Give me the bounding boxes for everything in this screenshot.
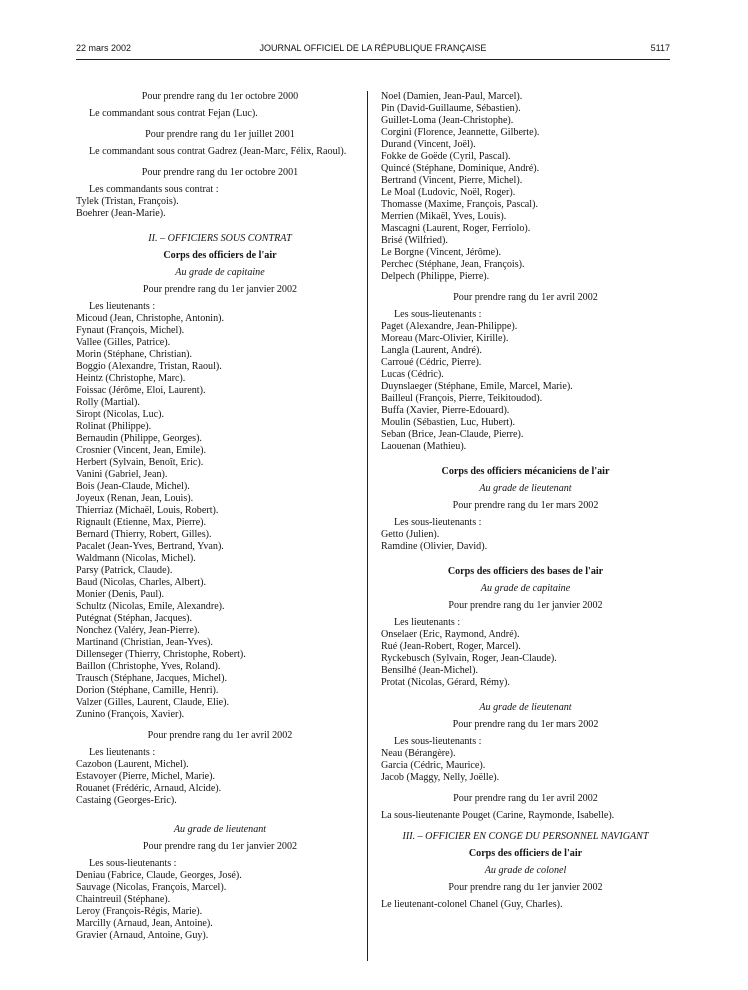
list-item: Pacalet (Jean-Yves, Bertrand, Yvan). — [76, 541, 224, 552]
corps-heading: Corps des officiers des bases de l'air — [447, 566, 604, 577]
list-item: Cazobon (Laurent, Michel). — [76, 759, 189, 770]
rank-date-heading: Pour prendre rang du 1er mars 2002 — [452, 500, 599, 511]
list-item: Dillenseger (Thierry, Christophe, Robert). — [76, 649, 246, 660]
list-item: Jacob (Maggy, Nelly, Joëlle). — [381, 772, 500, 783]
corps-heading: Corps des officiers de l'air — [163, 250, 277, 261]
page-number: 5117 — [650, 43, 670, 53]
list-intro: Les commandants sous contrat : — [89, 184, 219, 195]
name-list — [381, 321, 670, 453]
list-item: Heintz (Christophe, Marc). — [76, 373, 186, 384]
list-item: Estavoyer (Pierre, Michel, Marie). — [76, 771, 216, 782]
name-list — [381, 91, 670, 283]
list-item: Bernaudin (Philippe, Georges). — [76, 433, 202, 444]
grade-heading: Au grade de capitaine — [175, 267, 265, 278]
name-list — [76, 313, 364, 721]
list-item: Onselaer (Eric, Raymond, André). — [381, 629, 520, 640]
list-item: Laouenan (Mathieu). — [381, 441, 467, 452]
list-item: Parsy (Patrick, Claude). — [76, 565, 173, 576]
list-item: Martinand (Christian, Jean-Yves). — [76, 637, 213, 648]
list-item: Baillon (Christophe, Yves, Roland). — [76, 661, 221, 672]
appointment-line: Le commandant sous contrat Fejan (Luc). — [89, 108, 258, 119]
list-item: Rué (Jean-Robert, Roger, Marcel). — [381, 641, 521, 652]
left-column — [76, 91, 364, 942]
list-item: Quincé (Stéphane, Dominique, André). — [381, 163, 540, 174]
list-item: Chaintreuil (Stéphane). — [76, 894, 171, 905]
list-item: Moulin (Sébastien, Luc, Hubert). — [381, 417, 515, 428]
rank-date-heading: Pour prendre rang du 1er octobre 2001 — [141, 167, 299, 178]
rank-date-heading: Pour prendre rang du 1er janvier 2002 — [142, 284, 298, 295]
list-item: Vallee (Gilles, Patrice). — [76, 337, 171, 348]
rank-date-heading: Pour prendre rang du 1er avril 2002 — [453, 793, 598, 804]
list-item: Pin (David-Guillaume, Sébastien). — [381, 103, 521, 114]
corps-heading: Corps des officiers de l'air — [468, 848, 583, 859]
list-item: Gravier (Arnaud, Antoine, Guy). — [76, 930, 209, 941]
rank-date-heading: Pour prendre rang du 1er janvier 2002 — [142, 841, 298, 852]
list-item: Bois (Jean-Claude, Michel). — [76, 481, 190, 492]
list-item: Langla (Laurent, André). — [381, 345, 482, 356]
list-item: Bernard (Thierry, Robert, Gilles). — [76, 529, 212, 540]
list-item: Rignault (Etienne, Max, Pierre). — [76, 517, 207, 528]
list-item: Crosnier (Vincent, Jean, Emile). — [76, 445, 207, 456]
rank-date-heading: Pour prendre rang du 1er octobre 2000 — [141, 91, 299, 102]
rank-date-heading: Pour prendre rang du 1er avril 2002 — [147, 730, 293, 741]
list-item: Corgini (Florence, Jeannette, Gilberte). — [381, 127, 540, 138]
issue-date: 22 mars 2002 — [76, 43, 132, 53]
list-item: Vanini (Gabriel, Jean). — [76, 469, 168, 480]
list-item: Protat (Nicolas, Gérard, Rémy). — [381, 677, 510, 688]
list-item: Micoud (Jean, Christophe, Antonin). — [76, 313, 225, 324]
rank-date-heading: Pour prendre rang du 1er juillet 2001 — [145, 129, 295, 140]
list-intro: Les sous-lieutenants : — [394, 736, 482, 747]
list-item: Noel (Damien, Jean-Paul, Marcel). — [381, 91, 523, 102]
list-item: Ryckebusch (Sylvain, Roger, Jean-Claude). — [381, 653, 557, 664]
list-item: Garcia (Cédric, Maurice). — [381, 760, 486, 771]
list-item: Dorion (Stéphane, Camille, Henri). — [76, 685, 219, 696]
grade-heading: Au grade de lieutenant — [173, 824, 267, 835]
list-item: Joyeux (Renan, Jean, Louis). — [76, 493, 194, 504]
list-item: Buffa (Xavier, Pierre-Edouard). — [381, 405, 510, 416]
list-item: Boggio (Alexandre, Tristan, Raoul). — [76, 361, 222, 372]
list-item: Duynslaeger (Stéphane, Emile, Marcel, Marie). — [381, 381, 573, 392]
name-list — [381, 529, 670, 553]
rank-date-heading: Pour prendre rang du 1er mars 2002 — [452, 719, 599, 730]
list-intro: Les lieutenants : — [89, 301, 156, 312]
list-item: Ramdine (Olivier, David). — [381, 541, 488, 552]
list-item: Fynaut (François, Michel). — [76, 325, 185, 336]
grade-heading: Au grade de capitaine — [480, 583, 571, 594]
grade-heading: Au grade de lieutenant — [479, 483, 572, 494]
list-item: Monier (Denis, Paul). — [76, 589, 165, 600]
list-item: Le Borgne (Vincent, Jérôme). — [381, 247, 502, 258]
list-item: Merrien (Mikaël, Yves, Louis). — [381, 211, 507, 222]
list-item: Paget (Alexandre, Jean-Philippe). — [381, 321, 518, 332]
list-intro: Les sous-lieutenants : — [394, 517, 482, 528]
name-list — [76, 870, 364, 942]
list-item: Guillet-Loma (Jean-Christophe). — [381, 115, 514, 126]
list-item: Schultz (Nicolas, Emile, Alexandre). — [76, 601, 225, 612]
appointment-line: Le lieutenant-colonel Chanel (Guy, Charles). — [381, 899, 563, 910]
list-item: Bertrand (Vincent, Pierre, Michel). — [381, 175, 523, 186]
list-item: Rolly (Martial). — [76, 397, 140, 408]
list-item: Brisé (Wilfried). — [381, 235, 448, 246]
list-item: Valzer (Gilles, Laurent, Claude, Elie). — [76, 697, 230, 708]
list-item: Waldmann (Nicolas, Michel). — [76, 553, 196, 564]
list-item: Marcilly (Arnaud, Jean, Antoine). — [76, 918, 213, 929]
list-item: Bailleul (François, Pierre, Teikitoudod). — [381, 393, 543, 404]
rank-date-heading: Pour prendre rang du 1er janvier 2002 — [448, 882, 603, 893]
list-item: Foissac (Jérôme, Eloi, Laurent). — [76, 385, 206, 396]
list-intro: Les lieutenants : — [394, 617, 461, 628]
list-item: Tylek (Tristan, François). — [76, 196, 179, 207]
list-item: Nonchez (Valéry, Jean-Pierre). — [76, 625, 200, 636]
list-intro: Les sous-lieutenants : — [89, 858, 177, 869]
name-list — [381, 748, 670, 784]
list-item: Deniau (Fabrice, Claude, Georges, José). — [76, 870, 242, 881]
appointment-line: Le commandant sous contrat Gadrez (Jean-Marc, Félix, Raoul). — [89, 146, 347, 157]
list-item: Thierriaz (Michaël, Louis, Robert). — [76, 505, 219, 516]
grade-heading: Au grade de lieutenant — [479, 702, 572, 713]
list-intro: Les sous-lieutenants : — [394, 309, 482, 320]
page-header — [76, 43, 670, 59]
list-item: Lucas (Cédric). — [381, 369, 444, 380]
list-item: Trausch (Stéphane, Jacques, Michel). — [76, 673, 227, 684]
list-item: Sauvage (Nicolas, François, Marcel). — [76, 882, 227, 893]
section-heading: II. – OFFICIERS SOUS CONTRAT — [148, 233, 292, 244]
list-item: Bensilhé (Jean-Michel). — [381, 665, 478, 676]
appointment-line: La sous-lieutenante Pouget (Carine, Raymonde, Isabelle). — [381, 810, 615, 821]
name-list — [381, 629, 670, 689]
corps-heading: Corps des officiers mécaniciens de l'air — [441, 466, 610, 477]
section-heading: III. – OFFICIER EN CONGÉ DU PERSONNEL NAVIGANT — [402, 831, 649, 842]
list-item: Zunino (François, Xavier). — [76, 709, 185, 720]
list-item: Herbert (Sylvain, Benoît, Eric). — [76, 457, 204, 468]
list-item: Thomasse (Maxime, François, Pascal). — [381, 199, 538, 210]
list-item: Castaing (Georges-Eric). — [76, 795, 177, 806]
list-item: Fokke de Goëde (Cyril, Pascal). — [381, 151, 511, 162]
list-item: Seban (Brice, Jean-Claude, Pierre). — [381, 429, 524, 440]
list-item: Le Moal (Ludovic, Noël, Roger). — [381, 187, 516, 198]
list-item: Siropt (Nicolas, Luc). — [76, 409, 165, 420]
list-item: Baud (Nicolas, Charles, Albert). — [76, 577, 207, 588]
list-item: Morin (Stéphane, Christian). — [76, 349, 193, 360]
list-item: Durand (Vincent, Joël). — [381, 139, 476, 150]
right-column — [381, 91, 670, 911]
list-item: Rolinat (Philippe). — [76, 421, 152, 432]
list-intro: Les lieutenants : — [89, 747, 156, 758]
list-item: Mascagni (Laurent, Roger, Ferriolo). — [381, 223, 531, 234]
list-item: Carroué (Cédric, Pierre). — [381, 357, 482, 368]
list-item: Moreau (Marc-Olivier, Kirille). — [381, 333, 509, 344]
list-item: Boehrer (Jean-Marie). — [76, 208, 166, 219]
rank-date-heading: Pour prendre rang du 1er janvier 2002 — [448, 600, 603, 611]
column-divider — [367, 91, 368, 961]
list-item: Leroy (François-Régis, Marie). — [76, 906, 203, 917]
list-item: Rouanet (Frédéric, Arnaud, Alcide). — [76, 783, 222, 794]
rank-date-heading: Pour prendre rang du 1er avril 2002 — [453, 292, 598, 303]
journal-title: JOURNAL OFFICIEL DE LA RÉPUBLIQUE FRANÇAISE — [259, 43, 487, 53]
header-rule — [76, 59, 670, 60]
grade-heading: Au grade de colonel — [484, 865, 567, 876]
list-item: Delpech (Philippe, Pierre). — [381, 271, 490, 282]
list-item: Neau (Bérangère). — [381, 748, 456, 759]
list-item: Perchec (Stéphane, Jean, François). — [381, 259, 525, 270]
list-item: Getto (Julien). — [381, 529, 440, 540]
name-list — [76, 759, 364, 807]
list-item: Putégnat (Stéphan, Jacques). — [76, 613, 193, 624]
